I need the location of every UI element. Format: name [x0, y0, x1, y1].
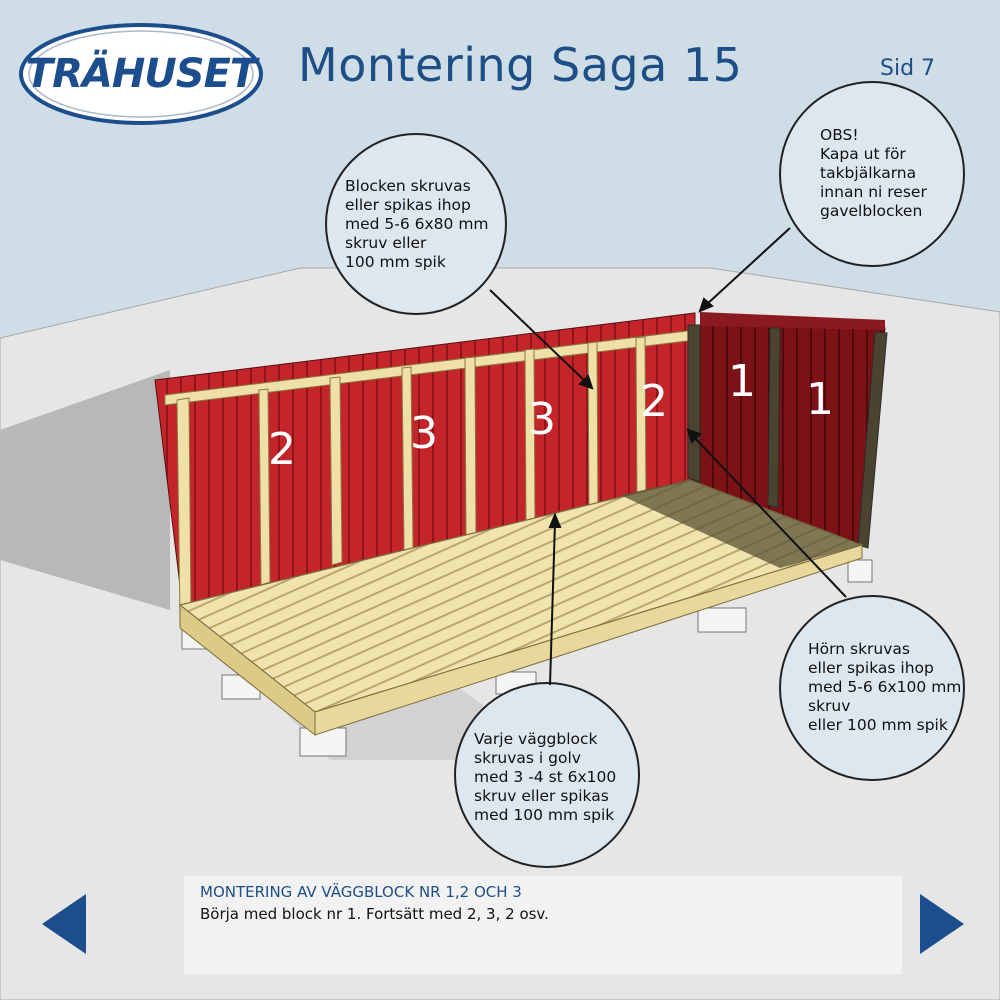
page-number: Sid 7 [880, 56, 936, 81]
block-number-label: 2 [640, 376, 668, 427]
block-number-label: 2 [268, 424, 296, 475]
instruction-box [184, 876, 902, 974]
callout-text-corner-joining: Hörn skruvas eller spikas ihop med 5-6 6x100 mm skruv eller 100 mm spik [808, 640, 962, 734]
instruction-heading: MONTERING AV VÄGGBLOCK NR 1,2 OCH 3 [200, 883, 522, 901]
page-title: Montering Saga 15 [298, 38, 743, 92]
callout-text-floor-fastening: Varje väggblock skruvas i golv med 3 -4 st 6x100 skruv eller spikas med 100 mm spik [474, 730, 617, 824]
callout-text-obs: OBS! Kapa ut för takbjälkarna innan ni reser gavelblocken [820, 126, 927, 220]
block-number-label: 3 [410, 408, 438, 459]
block-number-label: 3 [528, 394, 556, 445]
prev-page-button[interactable] [40, 892, 90, 956]
callout-text-block-joining: Blocken skruvas eller spikas ihop med 5-6 6x80 mm skruv eller 100 mm spik [345, 177, 489, 271]
block-number-label: 1 [728, 356, 756, 407]
next-page-button[interactable] [916, 892, 966, 956]
logo-text: TRÄHUSET [25, 51, 257, 97]
arrow-right-icon [916, 892, 966, 956]
instruction-body: Börja med block nr 1. Fortsätt med 2, 3, 2 osv. [200, 905, 549, 923]
block-number-label: 1 [806, 374, 834, 425]
trahuset-logo [18, 22, 264, 126]
arrow-left-icon [40, 892, 90, 956]
